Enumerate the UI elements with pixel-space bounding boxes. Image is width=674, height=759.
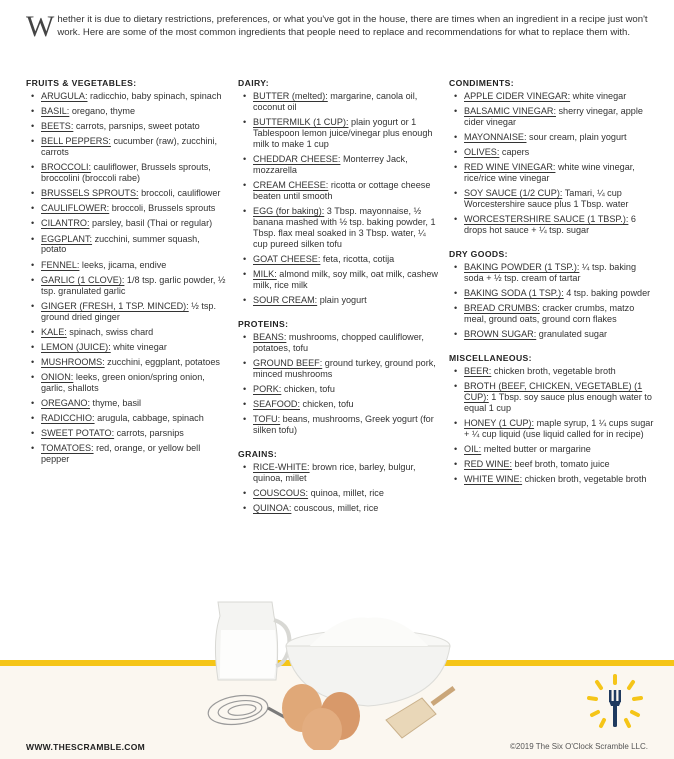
substitution-list — [449, 91, 654, 236]
substitution-item — [26, 106, 226, 117]
ingredient-name: BROCCOLI: — [41, 162, 92, 173]
ingredient-name: MAYONNAISE: — [464, 132, 527, 143]
section-title: GRAINS: — [238, 448, 278, 459]
substitute-text: Tamari, ¼ cup Worcestershire sauce plus 1 Tbsp. water — [464, 188, 629, 210]
ingredient-name: OLIVES: — [464, 147, 500, 158]
substitution-item — [449, 303, 654, 325]
ingredient-name: CREAM CHEESE: — [253, 179, 329, 190]
substitution-item — [238, 295, 438, 306]
substitution-item — [26, 136, 226, 158]
substitution-item — [449, 288, 654, 299]
substitute-text: radicchio, baby spinach, spinach — [87, 91, 222, 101]
substitute-text: 4 tsp. baking powder — [563, 288, 651, 299]
ingredient-name: TOMATOES: — [41, 443, 94, 454]
substitute-text: cauliflower, Brussels sprouts, broccolini (broccoli rabe) — [41, 162, 211, 184]
milk-jug-icon — [215, 602, 289, 680]
substitution-item — [238, 384, 438, 395]
substitution-list — [238, 462, 438, 514]
substitution-item — [238, 414, 438, 436]
ingredient-name: MUSHROOMS: — [41, 356, 105, 367]
ingredient-name: BAKING POWDER (1 TSP.): — [464, 262, 580, 273]
substitute-text: parsley, basil (Thai or regular) — [89, 218, 213, 229]
substitute-text: broccoli, Brussels sprouts — [109, 203, 216, 214]
section-title: FRUITS & VEGETABLES: — [26, 78, 137, 88]
substitute-text: sherry vinegar, apple cider vinegar — [464, 106, 643, 127]
section-dry-goods — [449, 249, 654, 340]
substitute-text: white wine vinegar, rice/rice wine vinegar — [464, 162, 635, 184]
section-proteins — [238, 319, 438, 436]
substitute-text: quinoa, millet, rice — [308, 487, 384, 498]
substitute-text: leeks, green onion/spring onion, garlic, shallots — [41, 371, 205, 393]
column-middle — [238, 78, 438, 527]
substitute-text: carrots, parsnips, sweet potato — [73, 121, 200, 132]
substitution-item — [449, 381, 654, 414]
substitute-text: spinach, swiss chard — [66, 326, 154, 337]
ingredient-name: BELL PEPPERS: — [41, 136, 111, 147]
section-condiments — [449, 78, 654, 236]
ingredient-name: SOUR CREAM: — [253, 294, 318, 305]
ingredient-name: SWEET POTATO: — [41, 428, 115, 439]
ingredient-name: SEAFOOD: — [253, 398, 300, 409]
substitute-text: broccoli, cauliflower — [138, 188, 221, 199]
section-miscellaneous — [449, 353, 654, 485]
ingredient-name: RICE-WHITE: — [253, 461, 310, 472]
ingredient-name: PORK: — [253, 383, 282, 394]
substitute-text: chicken, tofu — [300, 398, 354, 409]
substitute-text: beans, mushrooms, Greek yogurt (for silken tofu) — [253, 413, 434, 435]
substitution-item — [238, 462, 438, 484]
substitute-text: 1 Tbsp. soy sauce plus enough water to equal 1 cup — [464, 392, 652, 413]
ingredient-name: BEER: — [464, 366, 492, 377]
substitution-item — [449, 132, 654, 143]
ingredient-name: HONEY (1 CUP): — [464, 418, 535, 429]
ingredient-name: TOFU: — [253, 413, 281, 424]
substitution-item — [238, 503, 438, 514]
substitute-text: feta, ricotta, cotija — [320, 253, 395, 264]
substitute-text: chicken broth, vegetable broth — [491, 366, 616, 377]
section-dairy — [238, 78, 438, 306]
substitute-text: zucchini, eggplant, potatoes — [104, 356, 220, 367]
ingredient-name: SOY SAUCE (1/2 CUP): — [464, 188, 563, 199]
substitute-text: zucchini, summer squash, potato — [41, 233, 200, 255]
substitution-item — [238, 399, 438, 410]
ingredient-name: BROTH (BEEF, CHICKEN, VEGETABLE) (1 CUP): — [464, 381, 643, 403]
substitution-item — [449, 329, 654, 340]
section-grains — [238, 449, 438, 514]
substitution-item — [449, 147, 654, 158]
ingredient-name: CILANTRO: — [41, 218, 90, 229]
ingredient-name: LEMON (JUICE): — [41, 341, 111, 352]
column-left — [26, 78, 226, 478]
substitute-text: capers — [499, 147, 530, 158]
substitute-text: plain yogurt or 1 Tablespoon lemon juice/vinegar plus enough milk to make 1 cup — [253, 117, 433, 149]
substitution-item — [238, 180, 438, 202]
ingredient-name: GOAT CHEESE: — [253, 253, 321, 264]
substitute-text: arugula, cabbage, spinach — [94, 413, 204, 424]
substitute-text: ricotta or cottage cheese beaten until smooth — [253, 179, 431, 201]
section-title: MISCELLANEOUS: — [449, 353, 532, 364]
ingredient-name: GARLIC (1 CLOVE): — [41, 274, 125, 285]
substitution-item — [449, 91, 654, 102]
substitution-item — [238, 488, 438, 499]
ingredient-name: BAKING SODA (1 TSP.): — [464, 288, 564, 299]
substitution-item — [26, 91, 226, 102]
ingredient-name: WORCESTERSHIRE SAUCE (1 TBSP.): — [464, 214, 629, 225]
substitution-item — [449, 366, 654, 377]
column-right — [449, 78, 654, 498]
ingredient-name: APPLE CIDER VINEGAR: — [464, 91, 571, 101]
ingredient-name: GINGER (FRESH, 1 TSP. MINCED): — [41, 300, 189, 311]
ingredient-name: ARUGULA: — [41, 91, 88, 101]
substitution-list — [449, 262, 654, 340]
substitute-text: white vinegar — [570, 91, 627, 101]
substitution-item — [26, 260, 226, 271]
substitute-text: cucumber (raw), zucchini, carrots — [41, 136, 218, 158]
ingredient-name: CAULIFLOWER: — [41, 203, 110, 214]
ingredient-name: BEANS: — [253, 331, 287, 342]
substitute-text: Monterrey Jack, mozzarella — [253, 153, 408, 175]
ingredient-name: WHITE WINE: — [464, 474, 523, 485]
substitution-list — [26, 91, 226, 465]
substitution-item — [26, 357, 226, 368]
substitute-text: margarine, canola oil, coconut oil — [253, 91, 418, 112]
ingredient-name: BRUSSELS SPROUTS: — [41, 188, 139, 199]
intro-paragraph — [26, 10, 650, 43]
substitution-item — [26, 188, 226, 199]
substitution-item — [26, 443, 226, 465]
substitution-item — [449, 262, 654, 284]
substitution-list — [449, 366, 654, 485]
substitute-text: plain yogurt — [317, 294, 367, 305]
ingredient-name: RED WINE VINEGAR: — [464, 162, 556, 173]
substitution-item — [26, 275, 226, 297]
ingredient-name: QUINOA: — [253, 502, 292, 513]
substitute-text: ground turkey, ground pork, minced mushrooms — [253, 357, 436, 379]
substitute-text: oregano, thyme — [69, 106, 136, 117]
substitution-item — [26, 327, 226, 338]
substitution-item — [449, 474, 654, 485]
substitution-item — [26, 398, 226, 409]
substitution-item — [449, 188, 654, 210]
substitute-text: 6 drops hot sauce + ¼ tsp. sugar — [464, 214, 636, 236]
substitution-item — [449, 162, 654, 184]
substitution-item — [238, 206, 438, 250]
substitution-item — [26, 342, 226, 353]
ingredient-name: COUSCOUS: — [253, 487, 309, 498]
ingredient-name: EGG (for baking): — [253, 205, 325, 216]
ingredient-name: GROUND BEEF: — [253, 357, 323, 368]
substitute-text: 1/8 tsp. garlic powder, ½ tsp. granulated garlic — [41, 274, 226, 296]
section-title: PROTEINS: — [238, 318, 289, 329]
substitution-item — [449, 459, 654, 470]
intro-dropcap: W — [26, 10, 55, 43]
substitution-item — [26, 162, 226, 184]
substitution-item — [26, 121, 226, 132]
substitute-text: red, orange, or yellow bell pepper — [41, 443, 201, 465]
substitute-text: cracker crumbs, matzo meal, ground oats, ground corn flakes — [464, 303, 635, 325]
ingredient-name: RADICCHIO: — [41, 413, 95, 424]
section-title: DAIRY: — [238, 78, 270, 88]
ingredient-name: BUTTER (melted): — [253, 91, 328, 101]
substitution-item — [238, 254, 438, 265]
substitute-text: thyme, basil — [90, 397, 142, 408]
ingredient-name: RED WINE: — [464, 459, 512, 470]
substitution-item — [449, 214, 654, 236]
substitute-text: chicken, tofu — [281, 383, 335, 394]
substitution-item — [449, 444, 654, 455]
substitute-text: sour cream, plain yogurt — [526, 132, 627, 143]
substitution-item — [26, 301, 226, 323]
substitute-text: 3 Tbsp. mayonnaise, ½ banana mashed with ½ tsp. baking powder, 1 Tbsp. flax meal soaked in 3 Tbsp. water, ¼ cup pureed silken tofu — [253, 205, 436, 249]
footer-copyright: ©2019 The Six O'Clock Scramble LLC. — [510, 742, 648, 751]
substitute-text: melted butter or margarine — [481, 444, 591, 455]
baking-illustration — [190, 580, 470, 750]
substitution-item — [238, 91, 438, 113]
substitute-text: maple syrup, 1 ¼ cups sugar + ¼ cup liquid (use liquid called for in recipe) — [464, 418, 654, 439]
section-title: CONDIMENTS: — [449, 78, 515, 88]
substitute-text: ½ tsp. ground dried ginger — [41, 300, 217, 322]
substitution-item — [238, 154, 438, 176]
substitution-item — [26, 428, 226, 439]
substitution-item — [26, 413, 226, 424]
ingredient-name: OIL: — [464, 444, 482, 455]
intro-text: hether it is due to dietary restrictions, preferences, or what you've got in the house, there are times when an ingredient in a recipe just won't work. Here are some of the most common ingredients that people need to replace and recommendations for what to replace them with. — [57, 14, 648, 38]
substitution-item — [26, 203, 226, 214]
substitute-text: chicken broth, vegetable broth — [522, 474, 647, 485]
substitute-text: almond milk, soy milk, oat milk, cashew milk, rice milk — [253, 268, 438, 290]
ingredient-name: BEETS: — [41, 121, 74, 132]
ingredient-name: OREGANO: — [41, 397, 91, 408]
substitution-item — [449, 418, 654, 440]
ingredient-name: FENNEL: — [41, 259, 80, 270]
substitution-item — [26, 218, 226, 229]
fork-icon — [609, 690, 621, 727]
ingredient-name: MILK: — [253, 268, 277, 279]
ingredient-name: BASIL: — [41, 106, 70, 117]
substitution-list — [238, 91, 438, 306]
ingredient-name: BROWN SUGAR: — [464, 329, 537, 340]
ingredient-name: BUTTERMILK (1 CUP): — [253, 117, 349, 127]
substitution-item — [238, 332, 438, 354]
substitute-text: brown rice, barley, bulgur, quinoa, millet — [253, 461, 416, 483]
substitute-text: granulated sugar — [536, 329, 608, 340]
substitute-text: beef broth, tomato juice — [512, 459, 610, 470]
substitution-item — [449, 106, 654, 128]
substitution-item — [238, 358, 438, 380]
ingredient-name: EGGPLANT: — [41, 233, 93, 244]
ingredient-name: CHEDDAR CHEESE: — [253, 153, 341, 164]
ingredient-name: ONION: — [41, 371, 74, 382]
substitution-item — [26, 234, 226, 256]
substitute-text: mushrooms, chopped cauliflower, potatoes, tofu — [253, 331, 424, 353]
substitution-item — [26, 372, 226, 394]
substitute-text: white vinegar — [110, 341, 167, 352]
substitution-list — [238, 332, 438, 436]
scramble-logo-icon — [585, 672, 645, 732]
substitute-text: ¼ tsp. baking soda + ½ tsp. cream of tartar — [464, 262, 637, 283]
substitute-text: couscous, millet, rice — [291, 502, 379, 513]
section-title: DRY GOODS: — [449, 249, 508, 260]
substitution-item — [238, 269, 438, 291]
section-fruits-vegetables — [26, 78, 226, 465]
footer-website-link[interactable]: WWW.THESCRAMBLE.COM — [26, 742, 146, 752]
ingredient-name: BALSAMIC VINEGAR: — [464, 106, 556, 117]
substitute-text: leeks, jicama, endive — [79, 259, 167, 270]
substitute-text: carrots, parsnips — [114, 428, 184, 439]
ingredient-name: BREAD CRUMBS: — [464, 303, 540, 314]
ingredient-name: KALE: — [41, 326, 67, 337]
substitution-item — [238, 117, 438, 150]
